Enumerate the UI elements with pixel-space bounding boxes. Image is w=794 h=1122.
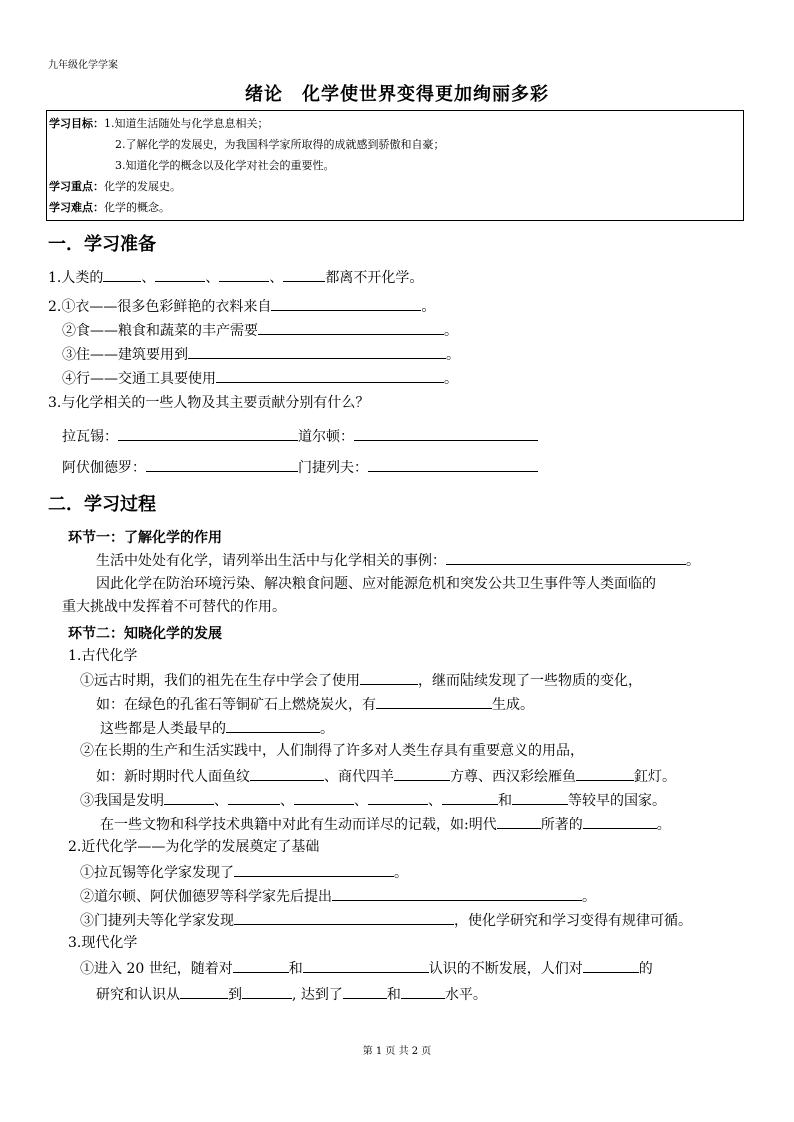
goal-label: 学习目标： (49, 117, 104, 130)
blank[interactable] (446, 550, 686, 565)
blank[interactable] (368, 790, 428, 805)
blank[interactable] (343, 984, 387, 999)
goal-3: 3.知道化学的概念以及化学对社会的重要性。 (115, 159, 335, 172)
blank[interactable] (258, 320, 444, 335)
q2-line-3: ③住——建筑要用到 。 (62, 344, 460, 364)
ancient-2-line-1: ②在长期的生产和生活实践中，人们制得了许多对人类生存具有重要意义的用品， (80, 743, 584, 759)
blank[interactable] (188, 344, 446, 359)
blank[interactable] (354, 426, 538, 441)
blank[interactable] (146, 457, 298, 472)
modern-1: ①拉瓦锡等化学家发现了 。 (80, 862, 408, 882)
blank[interactable] (234, 862, 394, 877)
blank[interactable] (376, 694, 492, 709)
page-footer: 第 1 页 共 2 页 (362, 1046, 432, 1057)
blank[interactable] (233, 958, 289, 973)
blank[interactable] (155, 267, 205, 282)
s1-line-3: 重大挑战中发挥着不可替代的作用。 (62, 599, 286, 615)
blank[interactable] (216, 368, 444, 383)
blank[interactable] (576, 766, 634, 781)
blank[interactable] (226, 718, 320, 733)
blank[interactable] (118, 426, 298, 441)
blank[interactable] (497, 814, 541, 829)
objectives-box (46, 110, 744, 221)
subsection-2-heading: 环节二：知晓化学的发展 (68, 626, 222, 642)
blank[interactable] (219, 267, 269, 282)
page-header: 九年级化学学案 (48, 60, 118, 71)
difficulty-label: 学习难点： (49, 201, 104, 214)
blank[interactable] (512, 790, 568, 805)
subsection-1-heading: 环节一：了解化学的作用 (68, 530, 222, 546)
s1-line-2: 因此化学在防治环境污染、解决粮食问题、应对能源危机和突发公共卫生事件等人类面临的 (96, 576, 656, 592)
modern-heading: 2.近代化学——为化学的发展奠定了基础 (68, 839, 320, 855)
q2-line-4: ④行——交通工具要使用 。 (62, 368, 458, 388)
blank[interactable] (103, 267, 141, 282)
blank[interactable] (242, 984, 292, 999)
blank[interactable] (303, 958, 429, 973)
blank[interactable] (332, 886, 582, 901)
section-1-heading: 一．学习准备 (48, 234, 156, 255)
blank[interactable] (401, 984, 445, 999)
key-point: 化学的发展史。 (104, 180, 181, 193)
blank[interactable] (368, 457, 538, 472)
blank[interactable] (180, 984, 228, 999)
ancient-3-line-1: ③我国是发明 、 、 、 、 和 等较早的国家。 (80, 790, 666, 810)
goal-2: 2.了解化学的发展史，为我国科学家所取得的成就感到骄傲和自豪； (115, 138, 445, 151)
goal-1: 1.知道生活随处与化学息息相关； (104, 117, 269, 130)
blank[interactable] (294, 790, 354, 805)
blank[interactable] (394, 766, 450, 781)
blank[interactable] (283, 267, 325, 282)
contemporary-2: 研究和认识从 到 , 达到了 和 水平。 (96, 984, 487, 1004)
ancient-1-line-3: 这些都是人类最早的 。 (100, 718, 334, 738)
contemporary-1: ①进入 20 世纪，随着对 和 认识的不断发展，人们对 的 (80, 958, 653, 978)
blank[interactable] (360, 670, 418, 685)
modern-3: ③门捷列夫等化学家发现 ，使化学研究和学习变得有规律可循。 (80, 910, 692, 930)
scientists-line-1: 拉瓦锡： 道尔顿： (62, 426, 538, 446)
blank[interactable] (583, 814, 657, 829)
scientists-line-2: 阿伏伽德罗： 门捷列夫： (62, 457, 538, 477)
blank[interactable] (442, 790, 498, 805)
ancient-3-line-2: 在一些文物和科学技术典籍中对此有生动而详尽的记载，如:明代 所著的 。 (100, 814, 671, 834)
section-2-heading: 二．学习过程 (48, 494, 156, 515)
q2-line-2: ②食——粮食和蔬菜的丰产需要 。 (62, 320, 458, 340)
contemporary-heading: 3.现代化学 (68, 935, 138, 951)
ancient-heading: 1.古代化学 (68, 648, 138, 664)
blank[interactable] (234, 910, 454, 925)
blank[interactable] (271, 296, 421, 311)
ancient-1-line-1: ①远古时期，我们的祖先在生存中学会了使用 ，继而陆续发现了一些物质的变化， (80, 670, 642, 690)
blank[interactable] (228, 790, 280, 805)
ancient-1-line-2: 如：在绿色的孔雀石等铜矿石上燃烧炭火，有 生成。 (96, 694, 534, 714)
ancient-2-line-2: 如：新时期时代人面鱼纹 、商代四羊 方尊、西汉彩绘雁鱼 釭灯。 (96, 766, 676, 786)
key-label: 学习重点： (49, 180, 104, 193)
q3-line: 3.与化学相关的一些人物及其主要贡献分别有什么？ (48, 395, 370, 411)
q2-line-1: 2.①衣——很多色彩鲜艳的衣料来自 。 (48, 296, 435, 316)
modern-2: ②道尔顿、阿伏伽德罗等科学家先后提出 。 (80, 886, 596, 906)
difficulty-point: 化学的概念。 (104, 201, 170, 214)
blank[interactable] (164, 790, 214, 805)
page-title: 绪论 化学使世界变得更加绚丽多彩 (245, 84, 549, 105)
blank[interactable] (250, 766, 324, 781)
s1-line-1: 生活中处处有化学，请列举出生活中与化学相关的事例： 。 (96, 550, 700, 570)
blank[interactable] (583, 958, 639, 973)
q1-line: 1.人类的 、 、 、 都离不开化学。 (48, 267, 423, 287)
